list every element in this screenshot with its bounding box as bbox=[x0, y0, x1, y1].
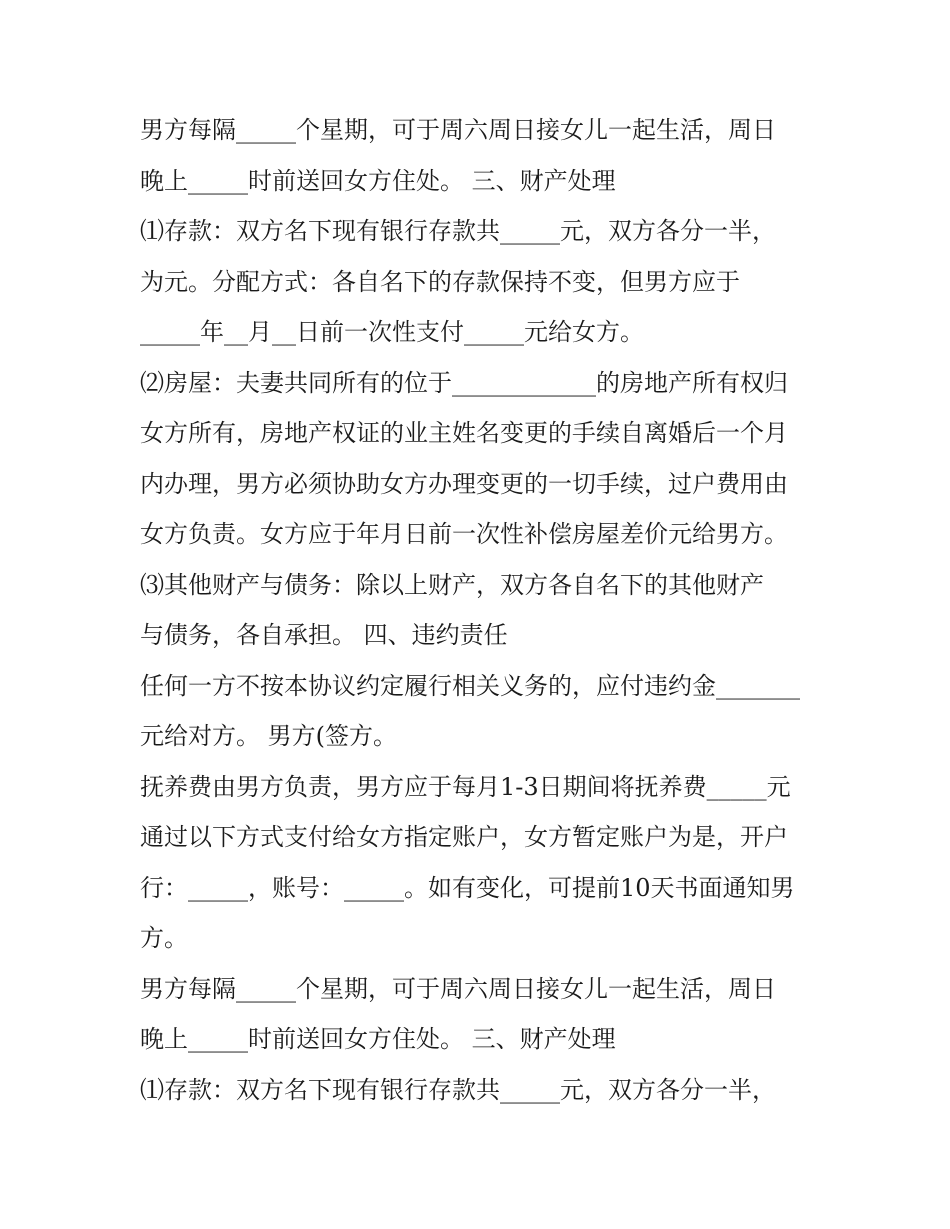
document-body bbox=[140, 105, 820, 1115]
text-line: 晚上_____时前送回女方住处。 三、财产处理 bbox=[140, 1025, 616, 1053]
text-line: 行：_____，账号：_____。如有变化，可提前10天书面通知男 bbox=[140, 873, 795, 902]
text-line: ⑴存款：双方名下现有银行存款共_____元，双方各分一半， bbox=[140, 1075, 776, 1104]
text-line: 任何一方不按本协议约定履行相关义务的，应付违约金_______ bbox=[140, 671, 800, 700]
text-line: ⑵房屋：夫妻共同所有的位于____________的房地产所有权归 bbox=[140, 368, 788, 397]
text-line: 女方负责。女方应于年月日前一次性补偿房屋差价元给男方。 bbox=[140, 520, 788, 548]
text-line: 男方每隔_____个星期，可于周六周日接女儿一起生活，周日 bbox=[140, 974, 776, 1003]
text-line: 男方每隔_____个星期，可于周六周日接女儿一起生活，周日 bbox=[140, 116, 776, 144]
text-line: 方。 bbox=[140, 924, 188, 952]
text-line: 抚养费由男方负责，男方应于每月1-3日期间将抚养费_____元 bbox=[140, 772, 791, 801]
text-line: ⑴存款：双方名下现有银行存款共_____元，双方各分一半， bbox=[140, 217, 776, 245]
text-line: 通过以下方式支付给女方指定账户，女方暂定账户为是，开户 bbox=[140, 823, 788, 851]
text-line: 元给对方。 男方(签方。 bbox=[140, 722, 397, 750]
text-line: 女方所有，房地产权证的业主姓名变更的手续自离婚后一个月 bbox=[140, 419, 788, 447]
text-line: ⑶其他财产与债务：除以上财产，双方各自名下的其他财产 bbox=[140, 570, 764, 599]
text-line: 内办理，男方必须协助女方办理变更的一切手续，过户费用由 bbox=[140, 469, 788, 498]
text-line: 与债务，各自承担。 四、违约责任 bbox=[140, 621, 508, 649]
text-line: 晚上_____时前送回女方住处。 三、财产处理 bbox=[140, 166, 616, 195]
text-line: _____年__月__日前一次性支付_____元给女方。 bbox=[140, 318, 644, 346]
text-line: 为元。分配方式：各自名下的存款保持不变，但男方应于 bbox=[140, 267, 740, 296]
